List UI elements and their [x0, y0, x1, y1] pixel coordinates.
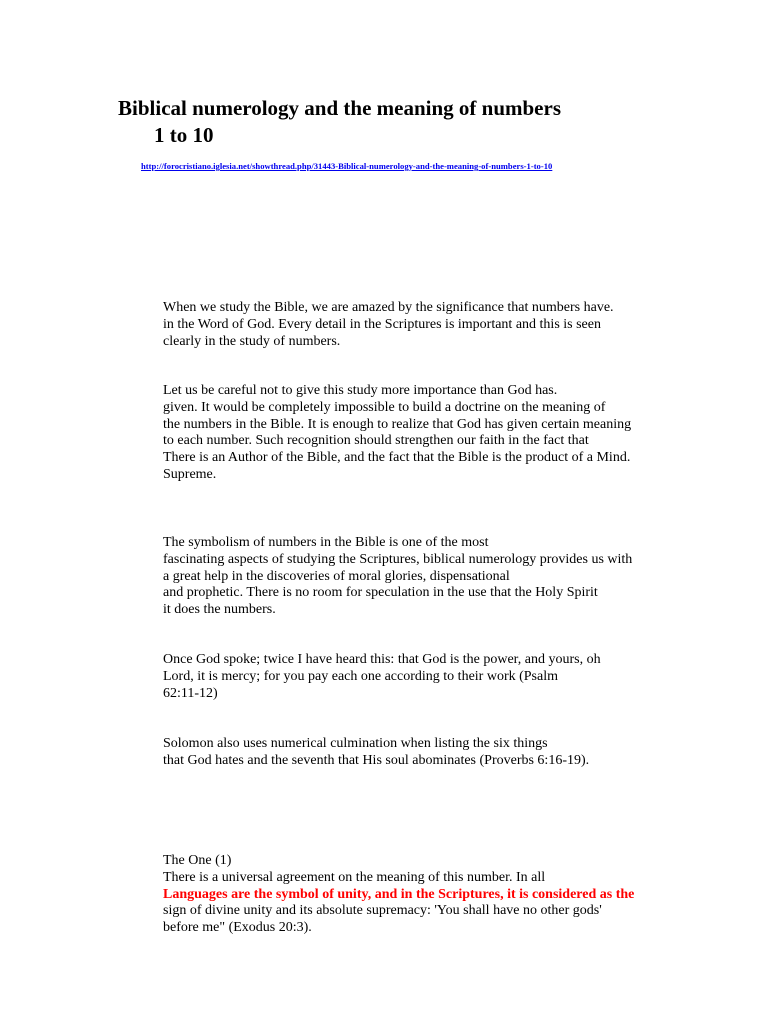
paragraph-line: 62:11-12)	[163, 685, 218, 701]
paragraph-line: fascinating aspects of studying the Scriptures, biblical numerology provides us with	[163, 551, 633, 567]
highlighted-line: Languages are the symbol of unity, and in the Scriptures, it is considered as the	[163, 886, 635, 902]
title-line-1: Biblical numerology and the meaning of numbers	[118, 96, 561, 120]
paragraph-line: to each number. Such recognition should strengthen our faith in the fact that	[163, 433, 589, 449]
paragraph-line: Once God spoke; twice I have heard this: that God is the power, and yours, oh	[163, 652, 601, 667]
paragraph-line: the numbers in the Bible. It is enough to realize that God has given certain meaning	[163, 416, 632, 432]
title-line-2: 1 to 10	[154, 123, 214, 147]
paragraph-line: a great help in the discoveries of moral glories, dispensational	[163, 568, 510, 584]
section-number-one	[163, 853, 703, 937]
paragraph-line: sign of divine unity and its absolute supremacy: 'You shall have no other gods'	[163, 903, 602, 919]
paragraph-line: When we study the Bible, we are amazed by the significance that numbers have.	[163, 300, 614, 315]
document-title	[118, 95, 561, 149]
paragraph-line: There is an Author of the Bible, and the fact that the Bible is the product of a Mind.	[163, 450, 631, 466]
paragraph-psalm	[163, 652, 703, 702]
paragraph-intro	[163, 300, 703, 350]
paragraph-line: that God hates and the seventh that His soul abominates (Proverbs 6:16-19).	[163, 752, 590, 768]
paragraph-line: clearly in the study of numbers.	[163, 333, 341, 349]
paragraph-line: Lord, it is mercy; for you pay each one according to their work (Psalm	[163, 668, 558, 684]
paragraph-symbolism	[163, 535, 703, 619]
paragraph-line: before me" (Exodus 20:3).	[163, 920, 312, 936]
paragraph-line: Supreme.	[163, 466, 217, 482]
paragraph-line: in the Word of God. Every detail in the Scriptures is important and this is seen	[163, 316, 601, 332]
source-link[interactable]: http://forocristiano.iglesia.net/showthread.php/31443-Biblical-numerology-and-the-meaning-of-numbers-1-to-10	[141, 161, 553, 171]
paragraph-line: Let us be careful not to give this study more importance than God has.	[163, 383, 558, 398]
paragraph-line: it does the numbers.	[163, 602, 276, 618]
paragraph-line: and prophetic. There is no room for speculation in the use that the Holy Spirit	[163, 585, 598, 601]
paragraph-line: Solomon also uses numerical culmination when listing the six things	[163, 736, 548, 751]
paragraph-line: given. It would be completely impossible to build a doctrine on the meaning of	[163, 399, 606, 415]
paragraph-caution	[163, 383, 703, 484]
paragraph-line: The symbolism of numbers in the Bible is one of the most	[163, 535, 489, 550]
paragraph-line: There is a universal agreement on the meaning of this number. In all	[163, 869, 546, 885]
paragraph-solomon	[163, 736, 703, 770]
section-heading: The One (1)	[163, 853, 232, 868]
